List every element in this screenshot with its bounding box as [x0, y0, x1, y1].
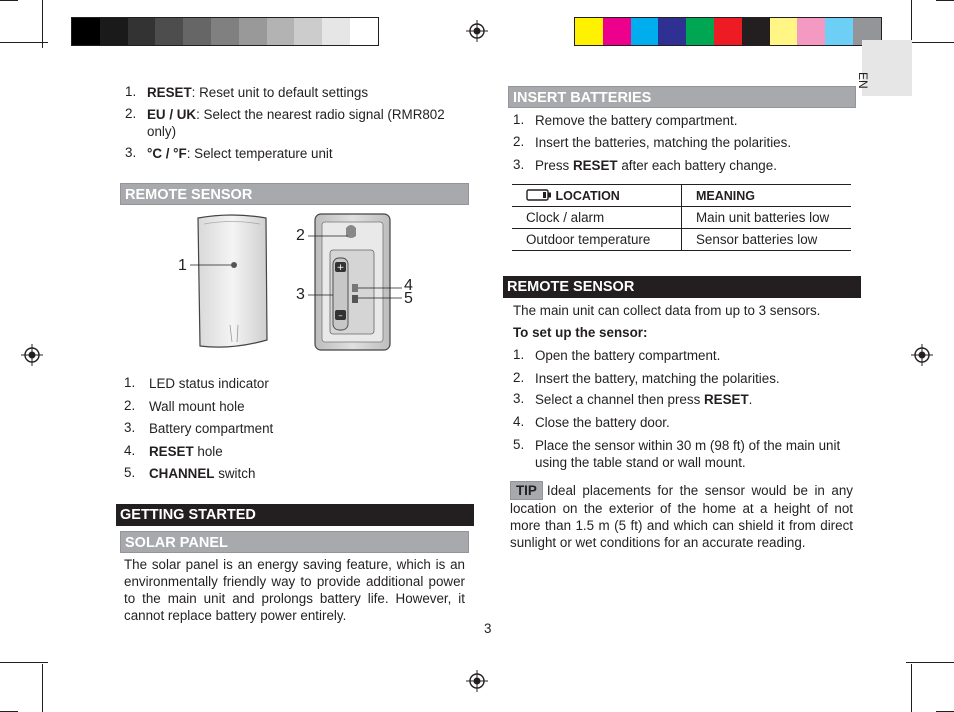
calibration-swatch: [825, 18, 853, 45]
figure-callout: 4: [404, 277, 413, 294]
getting-started-header: GETTING STARTED: [116, 504, 474, 526]
table-row: [512, 229, 851, 251]
registration-mark-bottom: [466, 670, 488, 692]
sensor-intro: The main unit can collect data from up to 3 sensors.: [513, 303, 821, 318]
registration-mark-left: [21, 344, 43, 366]
list-item: LED status indicator: [149, 376, 269, 391]
page-number: 3: [484, 621, 492, 636]
list-number: 4.: [124, 443, 136, 458]
solar-panel-header: SOLAR PANEL: [120, 531, 469, 553]
list-number: 4.: [513, 414, 525, 429]
calibration-swatch: [603, 18, 631, 45]
list-item-continuation: using the table stand or wall mount.: [535, 455, 746, 470]
list-item: Insert the battery, matching the polarities.: [535, 371, 780, 386]
calibration-swatch: [322, 18, 350, 45]
calibration-swatch: [686, 18, 714, 45]
list-number: 5.: [513, 437, 525, 452]
list-item: Select a channel then press RESET.: [535, 392, 753, 407]
list-item: Wall mount hole: [149, 399, 245, 414]
list-item-continuation: only): [147, 124, 177, 139]
calibration-swatch: [183, 18, 211, 45]
calibration-swatch: [239, 18, 267, 45]
list-number: 3.: [124, 420, 136, 435]
calibration-swatch: [100, 18, 128, 45]
calibration-swatch: [631, 18, 659, 45]
calibration-swatch: [72, 18, 100, 45]
tip-text: Ideal placements for the sensor would be in any location on the exterior of the home at a height of not more than 1.5 m (5 ft) and which can shield it from direct sunlight or wet conditions for an accurate reading.: [510, 483, 853, 550]
figure-callout: 2: [296, 227, 305, 244]
remote-sensor-header: REMOTE SENSOR: [120, 183, 469, 205]
table-header-location: LOCATION: [555, 188, 620, 203]
list-item: Battery compartment: [149, 421, 274, 436]
registration-mark-top: [466, 20, 488, 42]
list-item: Press RESET after each battery change.: [535, 158, 777, 173]
table-header-meaning: MEANING: [682, 185, 852, 207]
list-number: 2.: [124, 398, 136, 413]
list-number: 2.: [513, 134, 525, 149]
calibration-swatch: [770, 18, 798, 45]
calibration-swatch: [128, 18, 156, 45]
language-tab-label: EN: [856, 72, 870, 89]
calibration-swatch: [294, 18, 322, 45]
calibration-swatch: [575, 18, 603, 45]
tip-paragraph: [510, 481, 853, 551]
calibration-swatch: [350, 18, 378, 45]
calibration-swatch: [714, 18, 742, 45]
figure-callout: 1: [178, 257, 187, 274]
calibration-swatch: [742, 18, 770, 45]
grayscale-calibration-bar: [71, 17, 379, 46]
list-item: Open the battery compartment.: [535, 348, 721, 363]
list-number: 1.: [513, 112, 525, 127]
color-calibration-bar: [574, 17, 882, 46]
list-number: 1.: [124, 375, 136, 390]
svg-text:+: +: [336, 263, 345, 273]
battery-indicator-table: [512, 184, 851, 251]
table-cell: Sensor batteries low: [682, 229, 852, 251]
insert-batteries-header: INSERT BATTERIES: [508, 86, 856, 108]
calibration-swatch: [658, 18, 686, 45]
list-item: Place the sensor within 30 m (98 ft) of the main unit: [535, 438, 841, 453]
list-item: EU / UK: Select the nearest radio signal (RMR802: [147, 107, 445, 122]
setup-heading: To set up the sensor:: [513, 325, 648, 340]
language-tab: [856, 40, 912, 96]
list-number: 1.: [513, 347, 525, 362]
battery-icon: [526, 189, 552, 201]
list-number: 3.: [513, 391, 525, 406]
calibration-swatch: [267, 18, 295, 45]
svg-text:–: –: [338, 311, 343, 321]
calibration-swatch: [797, 18, 825, 45]
list-number: 3.: [125, 145, 137, 160]
list-item: °C / °F: Select temperature unit: [147, 146, 333, 161]
list-item: Remove the battery compartment.: [535, 113, 738, 128]
list-item: RESET hole: [149, 444, 223, 459]
table-row: [512, 207, 851, 229]
figure-callout: 3: [296, 286, 305, 303]
list-number: 5.: [124, 465, 136, 480]
calibration-swatch: [155, 18, 183, 45]
remote-sensor-header-right: REMOTE SENSOR: [503, 276, 861, 298]
calibration-swatch: [211, 18, 239, 45]
table-cell: Clock / alarm: [512, 207, 682, 229]
table-cell: Outdoor temperature: [512, 229, 682, 251]
list-number: 2.: [125, 106, 137, 121]
table-cell: Main unit batteries low: [682, 207, 852, 229]
figure-callout: 5: [404, 290, 413, 307]
list-item: CHANNEL switch: [149, 466, 256, 481]
table-header-row: [512, 185, 851, 207]
list-number: 1.: [125, 84, 137, 99]
list-item: Close the battery door.: [535, 415, 670, 430]
remote-sensor-figure: [170, 210, 420, 355]
registration-mark-right: [911, 344, 933, 366]
solar-panel-text: The solar panel is an energy saving feature, which is an environmentally friendly way to provide additional power to the main unit and prolongs battery life. However, it cannot replace battery power entirely.: [124, 557, 465, 623]
list-item: RESET: Reset unit to default settings: [147, 85, 369, 100]
list-number: 3.: [513, 157, 525, 172]
tip-label: TIP: [510, 481, 543, 500]
list-number: 2.: [513, 370, 525, 385]
table-header-cell: [512, 185, 682, 207]
list-item: Insert the batteries, matching the polarities.: [535, 135, 792, 150]
